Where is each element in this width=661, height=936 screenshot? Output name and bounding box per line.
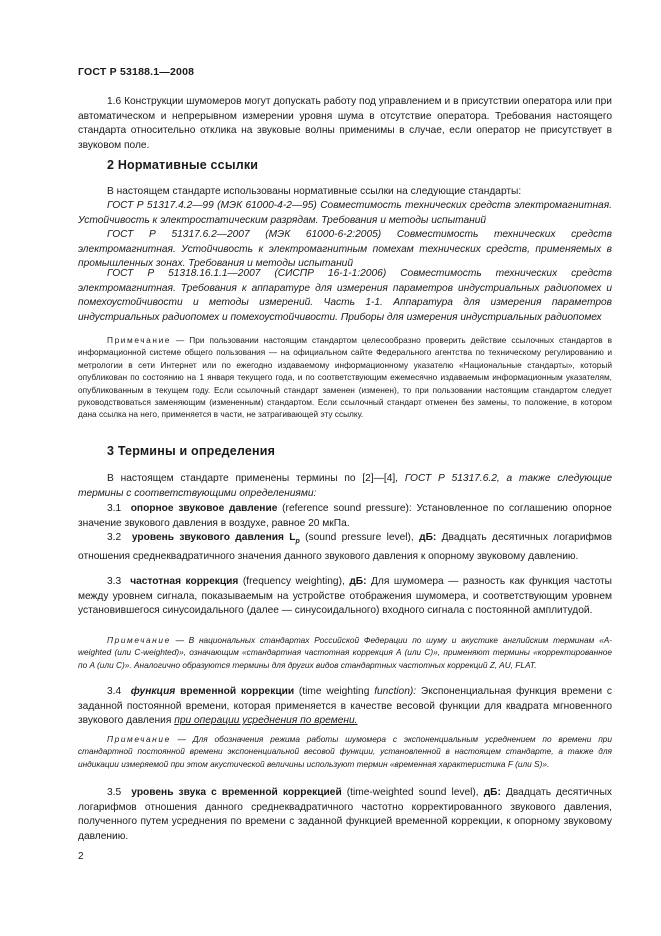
note-1-label: Примечание xyxy=(107,335,172,345)
term-3-5-name: уровень звука с временной коррекцией xyxy=(131,787,342,798)
term-3-2: 3.2 уровень звукового давления $L_p$ (sound pressure level), дБ: Двадцать десятичных логарифмов отношения среднеквадратичного значения данного звукового давления к опорному звуковому давлению. xyxy=(78,532,612,562)
term-3-1-name: опорное звуковое давление xyxy=(130,503,278,514)
term-3-2-name: уровень звукового давления L xyxy=(131,532,296,543)
note-3 xyxy=(78,733,612,770)
section-2-intro: В настоящем стандарте использованы нормативные ссылки на следующие стандарты: xyxy=(107,186,522,197)
document-header: ГОСТ Р 53188.1—2008 xyxy=(78,66,195,78)
section-3-intro: В настоящем стандарте применены термины по [2]—[4], ГОСТ Р 51317.6.2, а также следующие термины с соответствующими определениями: xyxy=(78,473,612,499)
note-2 xyxy=(78,634,612,671)
page-number: 2 xyxy=(78,851,84,862)
note-3-text: — Для обозначения режима работы шумомера с экспоненциальным усреднением по времени при стандартной постоянной времени экспоненциальной весовой функции, установленной в настоящем стандарте, а также для индикации измеряемой при этом акустической величины используют термин «временная характеристика F (или S)». xyxy=(78,734,612,769)
term-3-3: 3.3 частотная коррекция (frequency weighting), дБ: Для шумомера — разность как функция частоты между уровнем сигнала, показываемым на устройстве отображения шумомера, и соответствующим уровнем установившегося синусоидального (далее — синусоидального) входного сигнала с постоянной амплитудой. xyxy=(78,576,612,617)
term-3-4: 3.4 функция временной коррекции (time weighting function): Экспоненциальная функция времени с заданной постоянной времени, которая применяется в качестве весовой функции для квадрата мгновенного звукового давления при операции усреднения по времени. xyxy=(78,686,612,727)
term-3-4-name-a: функция xyxy=(130,686,176,697)
paragraph-1-6: 1.6 Конструкции шумомеров могут допускать работу под управлением и в присутствии оператора или при автоматическом и непрерывном измерении уровня шума в отсутствие оператора. Требования настоящего стандарта относительно отклика на звуковые волны применимы в случае, если оператор не присутствует в звуковом поле. xyxy=(78,96,612,151)
section-2-title: 2 Нормативные ссылки xyxy=(107,158,259,172)
term-3-1: 3.1 опорное звуковое давление (reference sound pressure): Установленное по соглашению опорное значение звукового давления в воздухе, равное 20 мкПа. xyxy=(78,503,612,529)
reference-3: ГОСТ Р 51318.16.1.1—2007 (СИСПР 16-1-1:2006) Совместимость технических средств электромагнитная. Требования к аппаратуре для измерения параметров индустриальных радиопомех и помехоустойчивости и методы измерений. Часть 1-1. Аппаратура для измерения параметров индустриальных радиопомех и помехоустойчивости. Приборы для измерения индустриальных радиопомех xyxy=(78,268,612,323)
reference-1: ГОСТ Р 51317.4.2—99 (МЭК 61000-4-2—95) Совместимость технических средств электромагнитная. Устойчивость к электростатическим разрядам. Требования и методы испытаний xyxy=(78,200,612,226)
note-1 xyxy=(78,334,612,421)
note-2-text: — В национальных стандартах Российской Федерации по шуму и акустике английским терминам «A-weighted (или C-weighted)», означающим «стандартная частотная коррекция A (или C)», применяют термины «корректированное по A (или C)». Аналогично образуются термины для других видов стандартных частотных коррекций Z, AU, FLAT. xyxy=(78,635,612,670)
reference-2: ГОСТ Р 51317.6.2—2007 (МЭК 61000-6-2:2005) Совместимость технических средств электромагнитная. Устойчивость к электромагнитным помехам технических средств, применяемых в промышленных зонах. Требования и методы испытаний xyxy=(78,229,612,270)
term-3-3-name: частотная коррекция xyxy=(130,576,239,587)
term-3-5: 3.5 уровень звука с временной коррекцией (time-weighted sound level), дБ: Двадцать десятичных логарифмов отношения данного среднеквадратичного частотно корректированного звукового давления, полученного путем усреднения по времени с заданной функцией временной коррекции, к опорному звуковому давлению. xyxy=(78,787,612,842)
term-3-4-name-b: временной коррекции xyxy=(180,686,295,697)
note-3-label: Примечание xyxy=(107,734,171,744)
section-3-title: 3 Термины и определения xyxy=(107,444,276,458)
note-2-label: Примечание xyxy=(107,635,171,645)
note-1-text: — При пользовании настоящим стандартом целесообразно проверить действие ссылочных стандартов в информационной системе общего пользования — на официальном сайте Федерального агентства по техническому регулированию и метрологии в сети Интернет или по ежегодно издаваемому информационному указателю «Национальные стандарты», который опубликован по состоянию на 1 января текущего года, и по соответствующим ежемесячно издаваемым информационным указателям, опубликованным в текущем году. Если ссылочный стандарт заменен (изменен), то при пользовании настоящим стандартом следует руководствоваться заменяющим (измененным) стандартом. Если ссылочный стандарт отменен без замены, то положение, в котором дана ссылка на него, применяется в части, не затрагивающей эту ссылку. xyxy=(78,335,612,420)
